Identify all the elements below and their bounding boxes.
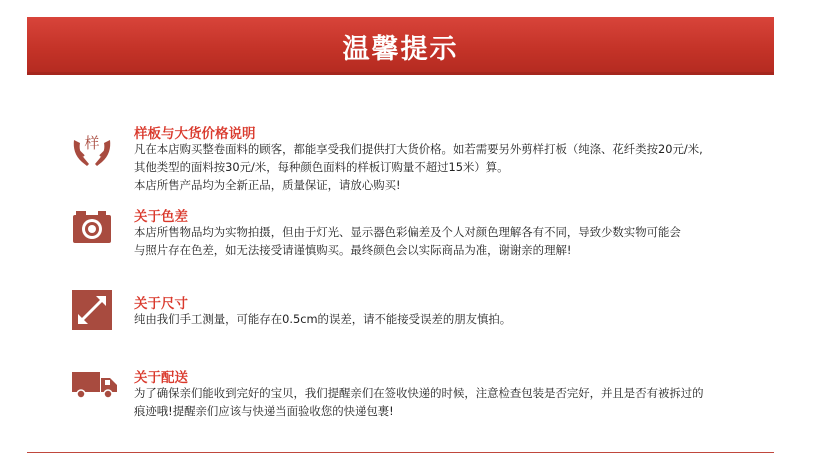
section-body (134, 310, 511, 328)
section-heading: 关于尺寸 (134, 296, 188, 312)
section-body (134, 140, 703, 194)
body-line: 痕迹哦!提醒亲们应该与快递当面验收您的快递包裹! (134, 404, 394, 418)
camera-icon (70, 207, 114, 251)
body-line: 凡在本店购买整卷面料的顾客，都能享受我们提供打大货价格。如若需要另外剪样打板（纯涤、花纤类按20元/米, (134, 142, 703, 156)
section-body (134, 223, 681, 259)
body-line: 其他类型的面料按30元/米，每种颜色面料的样板订购量不超过15米）算。 (134, 160, 509, 174)
section-heading: 关于配送 (134, 370, 188, 386)
body-line: 与照片存在色差，如无法接受请谨慎购买。最终颜色会以实际商品为准，谢谢亲的理解! (134, 243, 572, 257)
footer-divider (27, 452, 774, 453)
body-line: 本店所售物品均为实物拍摄，但由于灯光、显示器色彩偏差及个人对颜色理解各有不同，导致少数实物可能会 (134, 225, 681, 239)
resize-arrow-icon (70, 288, 114, 332)
delivery-truck-icon (70, 364, 120, 408)
page-title: 温馨提示 (342, 33, 459, 65)
section-body (134, 384, 704, 420)
body-line: 纯由我们手工测量，可能存在0.5cm的误差，请不能接受误差的朋友慎拍。 (134, 312, 512, 326)
section-heading: 关于色差 (134, 209, 188, 225)
section-heading: 样板与大货价格说明 (134, 126, 256, 142)
body-line: 为了确保亲们能收到完好的宝贝，我们提醒亲们在签收快递的时候，注意检查包装是否完好，并且是否有被拆过的 (134, 386, 704, 400)
header-banner (27, 17, 774, 75)
hands-sample-icon (70, 126, 114, 170)
svg-text:样: 样 (84, 134, 100, 152)
body-line: 本店所售产品均为全新正品，质量保证，请放心购买! (134, 178, 401, 192)
